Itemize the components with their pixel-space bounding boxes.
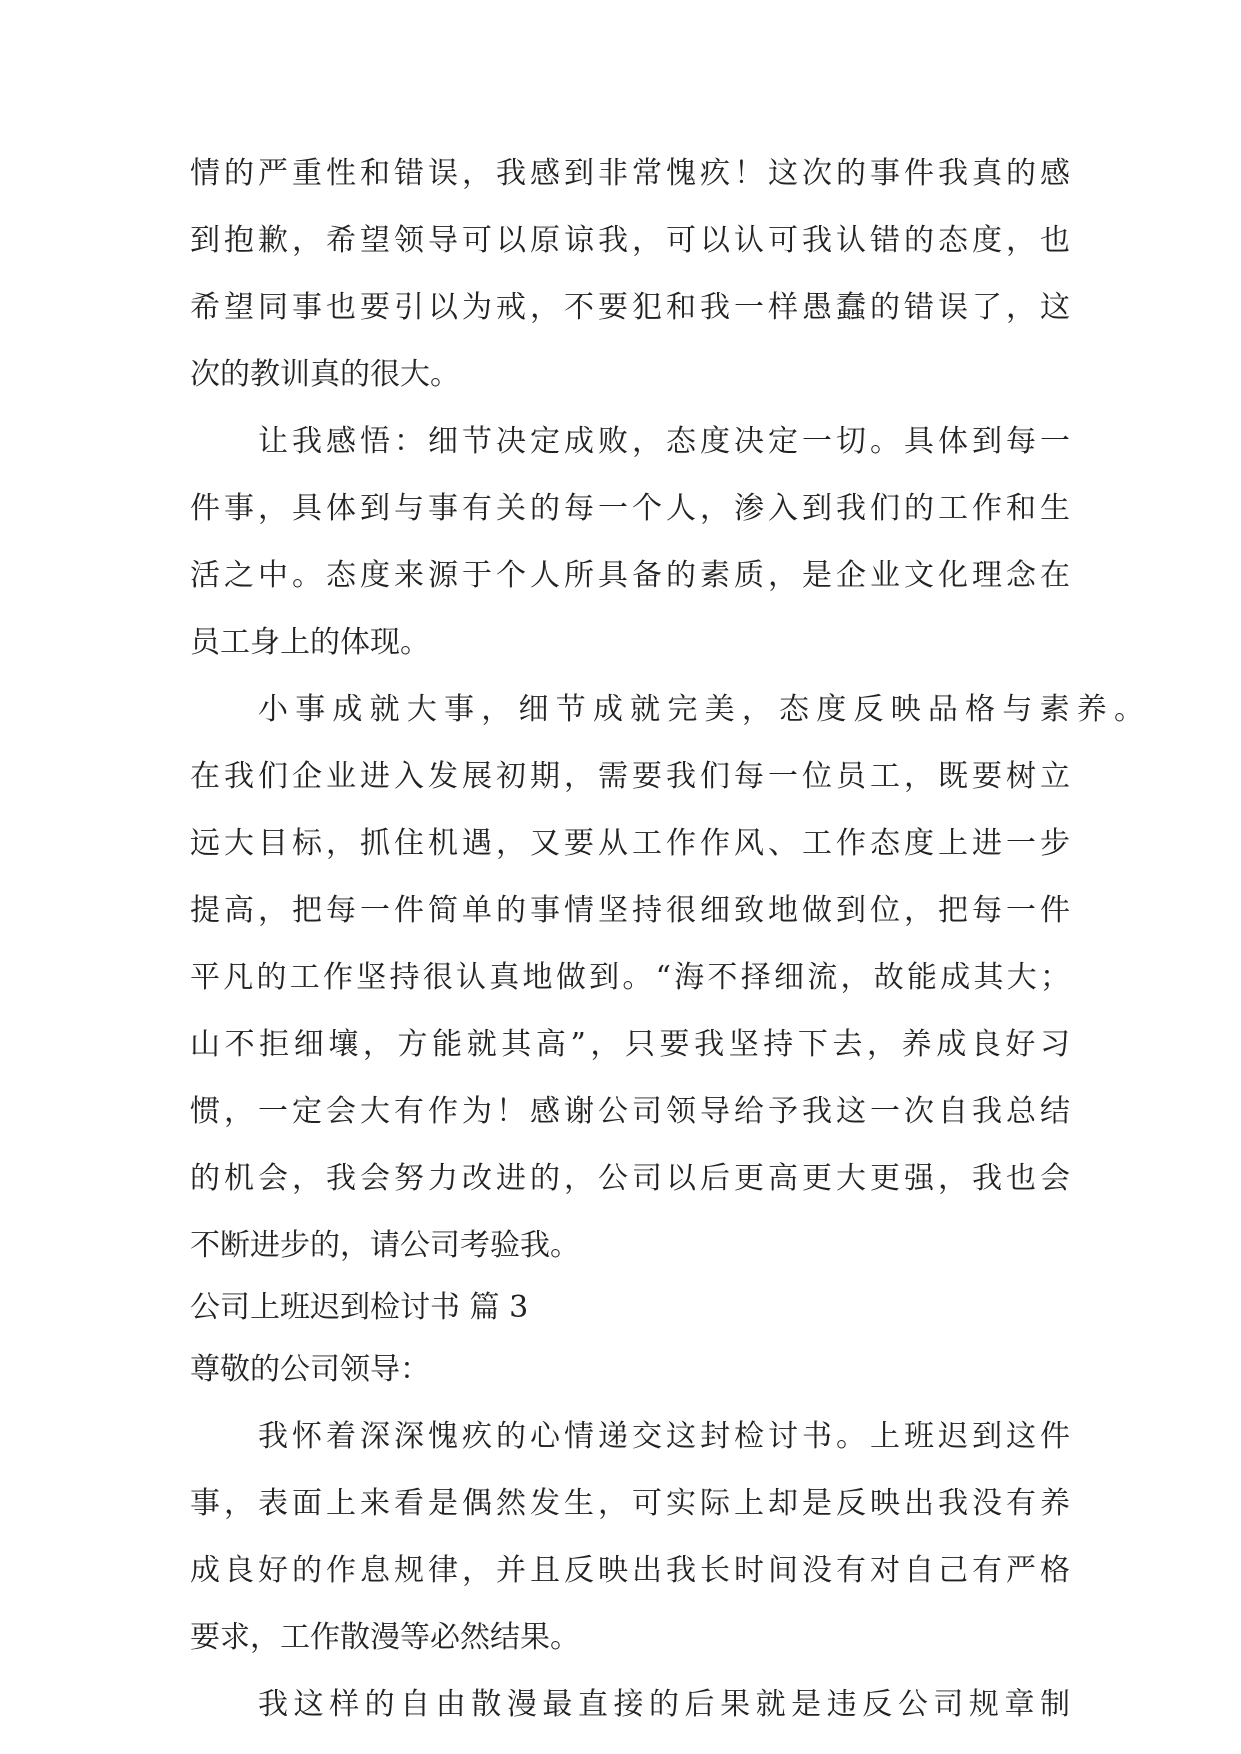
paragraph-first-line: 我怀着深深愧疚的心情递交这封检讨书。上班迟到这件 <box>258 1419 1070 1454</box>
text-line: 事，表面上来看是偶然发生，可实际上却是反映出我没有养 <box>190 1486 1070 1521</box>
text-line: 次的教训真的很大。 <box>190 357 460 392</box>
text-line: 平凡的工作坚持很认真地做到。“海不择细流，故能成其大； <box>190 960 1070 995</box>
text-line: 到抱歉，希望领导可以原谅我，可以认可我认错的态度，也 <box>190 223 1070 258</box>
text-line: 成良好的作息规律，并且反映出我长时间没有对自己有严格 <box>190 1553 1070 1588</box>
paragraph-first-line: 小事成就大事，细节成就完美，态度反映品格与素养。 <box>258 692 1144 727</box>
text-line: 情的严重性和错误，我感到非常愧疚！这次的事件我真的感 <box>190 156 1070 191</box>
text-line: 惯，一定会大有作为！感谢公司领导给予我这一次自我总结 <box>190 1094 1070 1129</box>
text-line: 件事，具体到与事有关的每一个人，渗入到我们的工作和生 <box>190 491 1070 526</box>
text-line: 要求，工作散漫等必然结果。 <box>190 1620 580 1655</box>
salutation: 尊敬的公司领导： <box>190 1352 430 1387</box>
paragraph-first-line: 我这样的自由散漫最直接的后果就是违反公司规章制 <box>258 1687 1070 1722</box>
text-line: 远大目标，抓住机遇，又要从工作作风、工作态度上进一步 <box>190 826 1070 861</box>
paragraph-first-line: 让我感悟：细节决定成败，态度决定一切。具体到每一 <box>258 424 1070 459</box>
section-heading: 公司上班迟到检讨书 篇 3 <box>190 1290 529 1325</box>
text-line: 在我们企业进入发展初期，需要我们每一位员工，既要树立 <box>190 759 1070 794</box>
text-line: 员工身上的体现。 <box>190 625 430 660</box>
text-line: 山不拒细壤，方能就其高”，只要我坚持下去，养成良好习 <box>190 1027 1070 1062</box>
text-line: 的机会，我会努力改进的，公司以后更高更大更强，我也会 <box>190 1161 1070 1196</box>
text-line: 活之中。态度来源于个人所具备的素质，是企业文化理念在 <box>190 558 1070 593</box>
text-line: 提高，把每一件简单的事情坚持很细致地做到位，把每一件 <box>190 893 1070 928</box>
text-line: 不断进步的，请公司考验我。 <box>190 1228 580 1263</box>
text-line: 希望同事也要引以为戒，不要犯和我一样愚蠢的错误了，这 <box>190 290 1070 325</box>
